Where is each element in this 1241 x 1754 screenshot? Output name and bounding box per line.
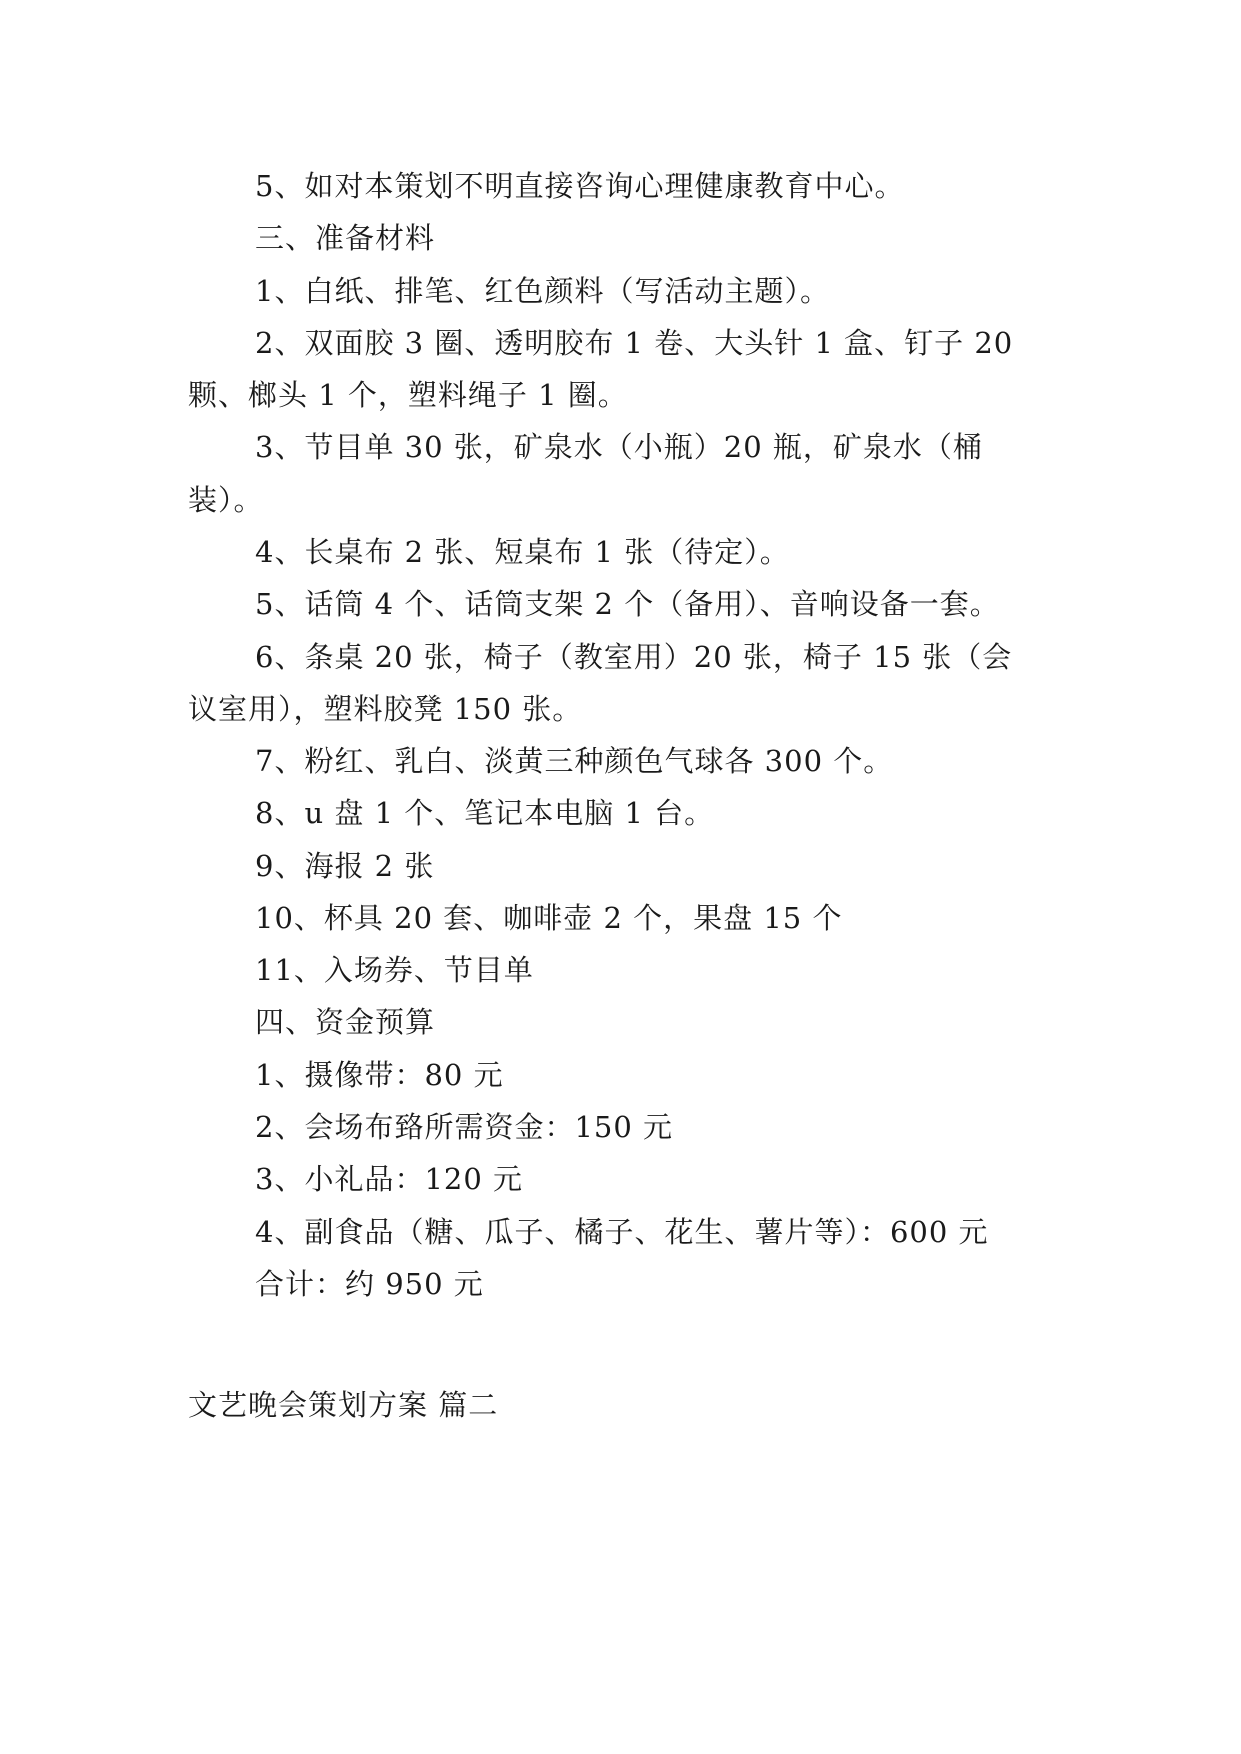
text-line-12: 7、粉红、乳白、淡黄三种颜色气球各 300 个。 — [255, 744, 894, 778]
text-line-8: 4、长桌布 2 张、短桌布 1 张（待定）。 — [255, 535, 790, 569]
text-line-14: 9、海报 2 张 — [255, 849, 435, 883]
section-title: 文艺晚会策划方案 篇二 — [188, 1388, 499, 1422]
text-line-18: 1、摄像带：80 元 — [255, 1058, 504, 1092]
text-line-9: 5、话筒 4 个、话筒支架 2 个（备用）、音响设备一套。 — [255, 587, 1000, 621]
text-line-11: 议室用），塑料胶凳 150 张。 — [188, 692, 583, 726]
text-line-13: 8、u 盘 1 个、笔记本电脑 1 台。 — [255, 796, 715, 830]
text-line-20: 3、小礼品：120 元 — [255, 1162, 524, 1196]
text-line-7: 装）。 — [188, 483, 264, 517]
text-line-10: 6、条桌 20 张，椅子（教室用）20 张，椅子 15 张（会 — [255, 640, 1013, 674]
section-heading-materials: 三、准备材料 — [255, 221, 436, 255]
text-line-21: 4、副食品（糖、瓜子、橘子、花生、薯片等）：600 元 — [255, 1215, 989, 1249]
budget-total: 合计：约 950 元 — [255, 1267, 484, 1301]
text-line-16: 11、入场券、节目单 — [255, 953, 534, 987]
text-line-1: 5、如对本策划不明直接咨询心理健康教育中心。 — [255, 169, 905, 203]
text-line-19: 2、会场布臵所需资金：150 元 — [255, 1110, 674, 1144]
text-line-4: 2、双面胶 3 圈、透明胶布 1 卷、大头针 1 盒、钉子 20 — [255, 326, 1014, 360]
text-line-6: 3、节目单 30 张，矿泉水（小瓶）20 瓶，矿泉水（桶 — [255, 430, 983, 464]
text-line-15: 10、杯具 20 套、咖啡壶 2 个，果盘 15 个 — [255, 901, 843, 935]
section-heading-budget: 四、资金预算 — [255, 1005, 436, 1039]
text-line-5: 颗、榔头 1 个，塑料绳子 1 圈。 — [188, 378, 628, 412]
text-line-3: 1、白纸、排笔、红色颜料（写活动主题）。 — [255, 274, 830, 308]
